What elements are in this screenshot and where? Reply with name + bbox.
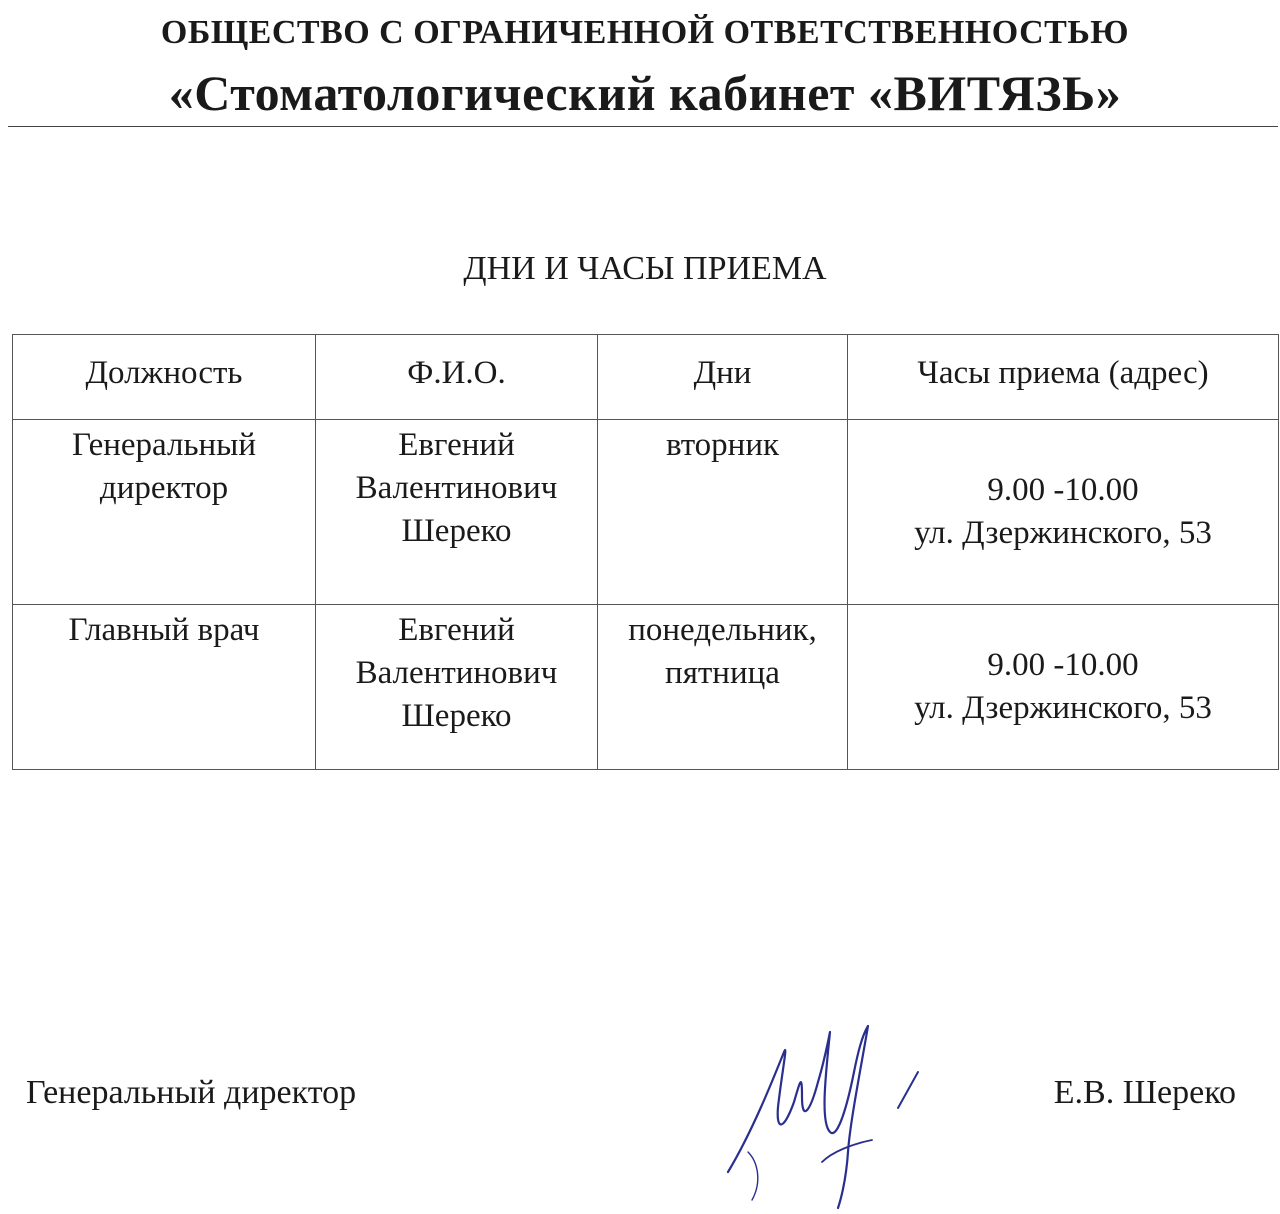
cell-position: Генеральный директор — [13, 420, 316, 605]
handwritten-signature — [722, 1012, 942, 1212]
cell-full-name: Евгений Валентинович Шереко — [316, 605, 598, 770]
document-title: ДНИ И ЧАСЫ ПРИЕМА — [463, 250, 827, 287]
column-header-name: Ф.И.О. — [316, 335, 598, 420]
table-header-row — [13, 335, 1279, 420]
table-row — [13, 605, 1279, 770]
cell-full-name: Евгений Валентинович Шереко — [316, 420, 598, 605]
organization-name: «Стоматологический кабинет «ВИТЯЗЬ» — [168, 65, 1122, 121]
reception-schedule-table — [12, 334, 1279, 770]
header-divider — [8, 126, 1278, 127]
cell-days: вторник — [598, 420, 848, 605]
column-header-position: Должность — [13, 335, 316, 420]
column-header-days: Дни — [598, 335, 848, 420]
column-header-hours: Часы приема (адрес) — [848, 335, 1279, 420]
cell-hours-address: 9.00 -10.00 ул. Дзержинского, 53 — [848, 605, 1279, 770]
organization-type: ОБЩЕСТВО С ОГРАНИЧЕННОЙ ОТВЕТСТВЕННОСТЬЮ — [160, 14, 1130, 51]
cell-position: Главный врач — [13, 605, 316, 770]
cell-hours-address: 9.00 -10.00 ул. Дзержинского, 53 — [848, 420, 1279, 605]
signer-title: Генеральный директор — [26, 1074, 357, 1111]
table-row — [13, 420, 1279, 605]
cell-days: понедельник, пятница — [598, 605, 848, 770]
signer-name: Е.В. Шереко — [1053, 1074, 1236, 1111]
